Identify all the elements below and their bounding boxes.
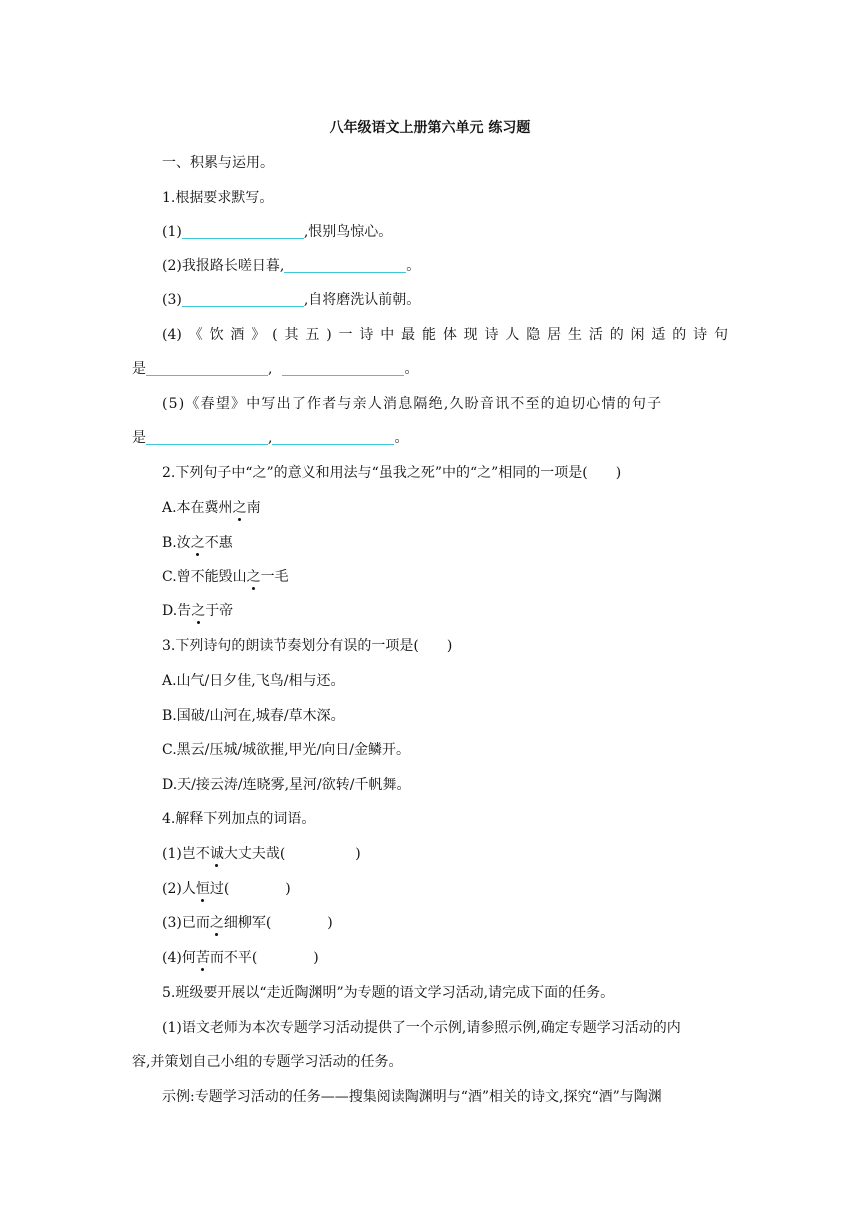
answer-blank[interactable] xyxy=(272,428,394,445)
char: 饮 xyxy=(209,327,224,343)
char: 》 xyxy=(251,327,266,343)
item-text: (1)岂不 xyxy=(162,846,210,862)
answer-blank[interactable] xyxy=(146,359,268,376)
question-1-part-4-line-1 xyxy=(162,325,728,345)
part-text: ,恨别鸟惊心。 xyxy=(303,224,393,240)
option-text: 一毛 xyxy=(260,569,289,585)
char: 居 xyxy=(547,327,562,343)
question-1-part-2 xyxy=(162,256,420,276)
char: 中 xyxy=(380,327,395,343)
answer-blank[interactable] xyxy=(282,359,404,376)
question-4-stem: 4.解释下列加点的词语。 xyxy=(162,811,316,827)
char: 句 xyxy=(713,327,728,343)
char: 一 xyxy=(338,327,353,343)
char: 诗 xyxy=(484,327,499,343)
char: 的 xyxy=(609,327,624,343)
dotted-char: 之 xyxy=(191,603,206,619)
answer-blank[interactable] xyxy=(182,222,304,239)
char: 闲 xyxy=(630,327,645,343)
question-3-stem: 3.下列诗句的朗读节奏划分有误的一项是( ) xyxy=(162,638,453,654)
option-text: C.曾不能毁山 xyxy=(162,569,247,585)
dotted-char: 诚 xyxy=(209,846,224,862)
answer-blank[interactable] xyxy=(284,256,406,273)
question-4-item-3 xyxy=(162,913,333,933)
part-text: (2)我报路长嗟日暮, xyxy=(162,258,285,274)
option-text: A.本在冀州 xyxy=(162,500,233,516)
option-text: B.汝 xyxy=(162,535,191,551)
question-3-option-c: C.黑云/压城/城欲摧,甲光/向日/金鳞开。 xyxy=(162,742,410,758)
char: 生 xyxy=(567,327,582,343)
char: 适 xyxy=(651,327,666,343)
part-cont: 是 xyxy=(132,430,146,446)
question-5-stem: 5.班级要开展以“走近陶渊明”为专题的语文学习活动,请完成下面的任务。 xyxy=(162,985,615,1001)
dotted-char: 苦 xyxy=(195,950,210,966)
char: 人 xyxy=(505,327,520,343)
question-1-part-5-line-2 xyxy=(132,428,408,448)
item-text: (2)人 xyxy=(162,881,196,897)
part-sep: , xyxy=(268,361,273,377)
char: ( xyxy=(272,327,278,343)
section-heading: 一、积累与运用。 xyxy=(162,155,274,171)
question-1-part-4-line-2 xyxy=(132,359,418,379)
question-1-part-1 xyxy=(162,222,392,242)
part-end: 。 xyxy=(404,361,419,377)
option-text: 南 xyxy=(246,500,261,516)
part-text: ,自将磨洗认前朝。 xyxy=(303,292,421,308)
question-2-option-c xyxy=(162,567,289,587)
dotted-char: 之 xyxy=(246,569,261,585)
char: 的 xyxy=(672,327,687,343)
char: 诗 xyxy=(359,327,374,343)
document-title: 八年级语文上册第六单元 练习题 xyxy=(329,120,531,136)
dotted-char: 之 xyxy=(209,915,224,931)
part-number: (3) xyxy=(162,292,182,308)
question-4-item-4 xyxy=(162,948,319,968)
char: 《 xyxy=(188,327,203,343)
question-2-option-d xyxy=(162,601,233,621)
char: 隐 xyxy=(526,327,541,343)
part-end: 。 xyxy=(394,430,409,446)
part-end: 。 xyxy=(406,258,421,274)
question-3-option-d: D.天/接云涛/连晓雾,星河/欲转/千帆舞。 xyxy=(162,777,411,793)
item-text: (4)何 xyxy=(162,950,196,966)
part-number: (1) xyxy=(162,224,182,240)
char: 五 xyxy=(305,327,320,343)
question-2-option-b xyxy=(162,533,233,553)
question-2-stem: 2.下列句子中“之”的意义和用法与“虽我之死”中的“之”相同的一项是( ) xyxy=(162,465,622,481)
question-4-item-1 xyxy=(162,844,361,864)
char: 能 xyxy=(421,327,436,343)
dotted-char: 之 xyxy=(232,500,247,516)
question-5-example: 示例:专题学习活动的任务——搜集阅读陶渊明与“酒”相关的诗文,探究“酒”与陶渊 xyxy=(162,1089,662,1105)
char: 诗 xyxy=(693,327,708,343)
char: 酒 xyxy=(230,327,245,343)
char: 其 xyxy=(284,327,299,343)
dotted-char: 恒 xyxy=(195,881,210,897)
item-text: 细柳军( ) xyxy=(223,915,333,931)
answer-blank[interactable] xyxy=(182,290,304,307)
question-1-stem: 1.根据要求默写。 xyxy=(162,190,274,206)
char: (4) xyxy=(162,327,182,343)
question-1-part-5-line-1: (5)《春望》中写出了作者与亲人消息隔绝,久盼音讯不至的迫切心情的句子 xyxy=(162,396,663,412)
dotted-char: 之 xyxy=(190,535,205,551)
option-text: D.告 xyxy=(162,603,192,619)
item-text: 过( ) xyxy=(209,881,291,897)
char: 现 xyxy=(463,327,478,343)
question-2-option-a xyxy=(162,498,261,518)
part-cont: 是 xyxy=(132,361,146,377)
question-3-option-b: B.国破/山河在,城春/草木深。 xyxy=(162,708,345,724)
option-text: 于帝 xyxy=(205,603,234,619)
question-3-option-a: A.山气/日夕佳,飞鸟/相与还。 xyxy=(162,673,345,689)
answer-blank[interactable] xyxy=(146,428,268,445)
option-text: 不惠 xyxy=(204,535,233,551)
item-text: 大丈夫哉( ) xyxy=(223,846,361,862)
part-sep: , xyxy=(268,430,273,446)
char: 体 xyxy=(442,327,457,343)
item-text: (3)已而 xyxy=(162,915,210,931)
question-1-part-3 xyxy=(162,290,420,310)
char: 最 xyxy=(401,327,416,343)
question-5-sub-1-line-1: (1)语文老师为本次专题学习活动提供了一个示例,请参照示例,确定专题学习活动的内 xyxy=(162,1020,681,1036)
item-text: 而不平( ) xyxy=(209,950,319,966)
char: 活 xyxy=(588,327,603,343)
char: ) xyxy=(326,327,332,343)
question-5-sub-1-line-2: 容,并策划自己小组的专题学习活动的任务。 xyxy=(132,1054,403,1070)
question-4-item-2 xyxy=(162,879,291,899)
